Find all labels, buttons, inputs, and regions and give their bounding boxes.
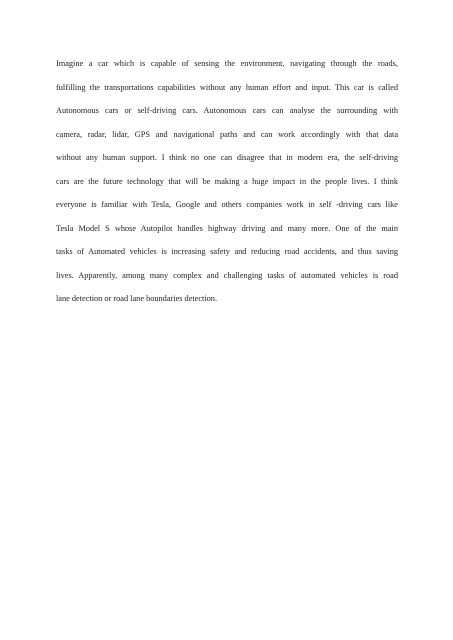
- paragraph-line-6: cars are the future technology that will be making a huge impact in the people lives. I think: [56, 176, 398, 186]
- paragraph-line-11: lane detection or road lane boundaries detection.: [56, 294, 218, 303]
- paragraph-line-9: tasks of Automated vehicles is increasing safety and reducing road accidents, and thus saving: [56, 247, 398, 256]
- paragraph-line-1: Imagine a car which is capable of sensing the environment, navigating through the roads,: [56, 59, 398, 68]
- paragraph-line-8: Tesla Model S whose Autopilot handles highway driving and many more. One of the main: [56, 223, 398, 233]
- paragraph-line-10: lives. Apparently, among many complex and challenging tasks of automated vehicles is road: [56, 270, 398, 280]
- body-paragraph: [56, 52, 398, 311]
- paragraph-line-7: everyone is familiar with Tesla, Google and others companies work in self -driving cars like: [56, 200, 398, 209]
- paragraph-line-5: without any human support. I think no one can disagree that in modern era, the self-driving: [56, 153, 398, 162]
- paragraph-line-4: camera, radar, lidar, GPS and navigational paths and can work accordingly with that data: [56, 129, 398, 139]
- paragraph-line-3: Autonomous cars or self-driving cars. Autonomous cars can analyse the surrounding with: [56, 106, 398, 115]
- paragraph-line-2: fulfilling the transportations capabilities without any human effort and input. This car is called: [56, 82, 398, 92]
